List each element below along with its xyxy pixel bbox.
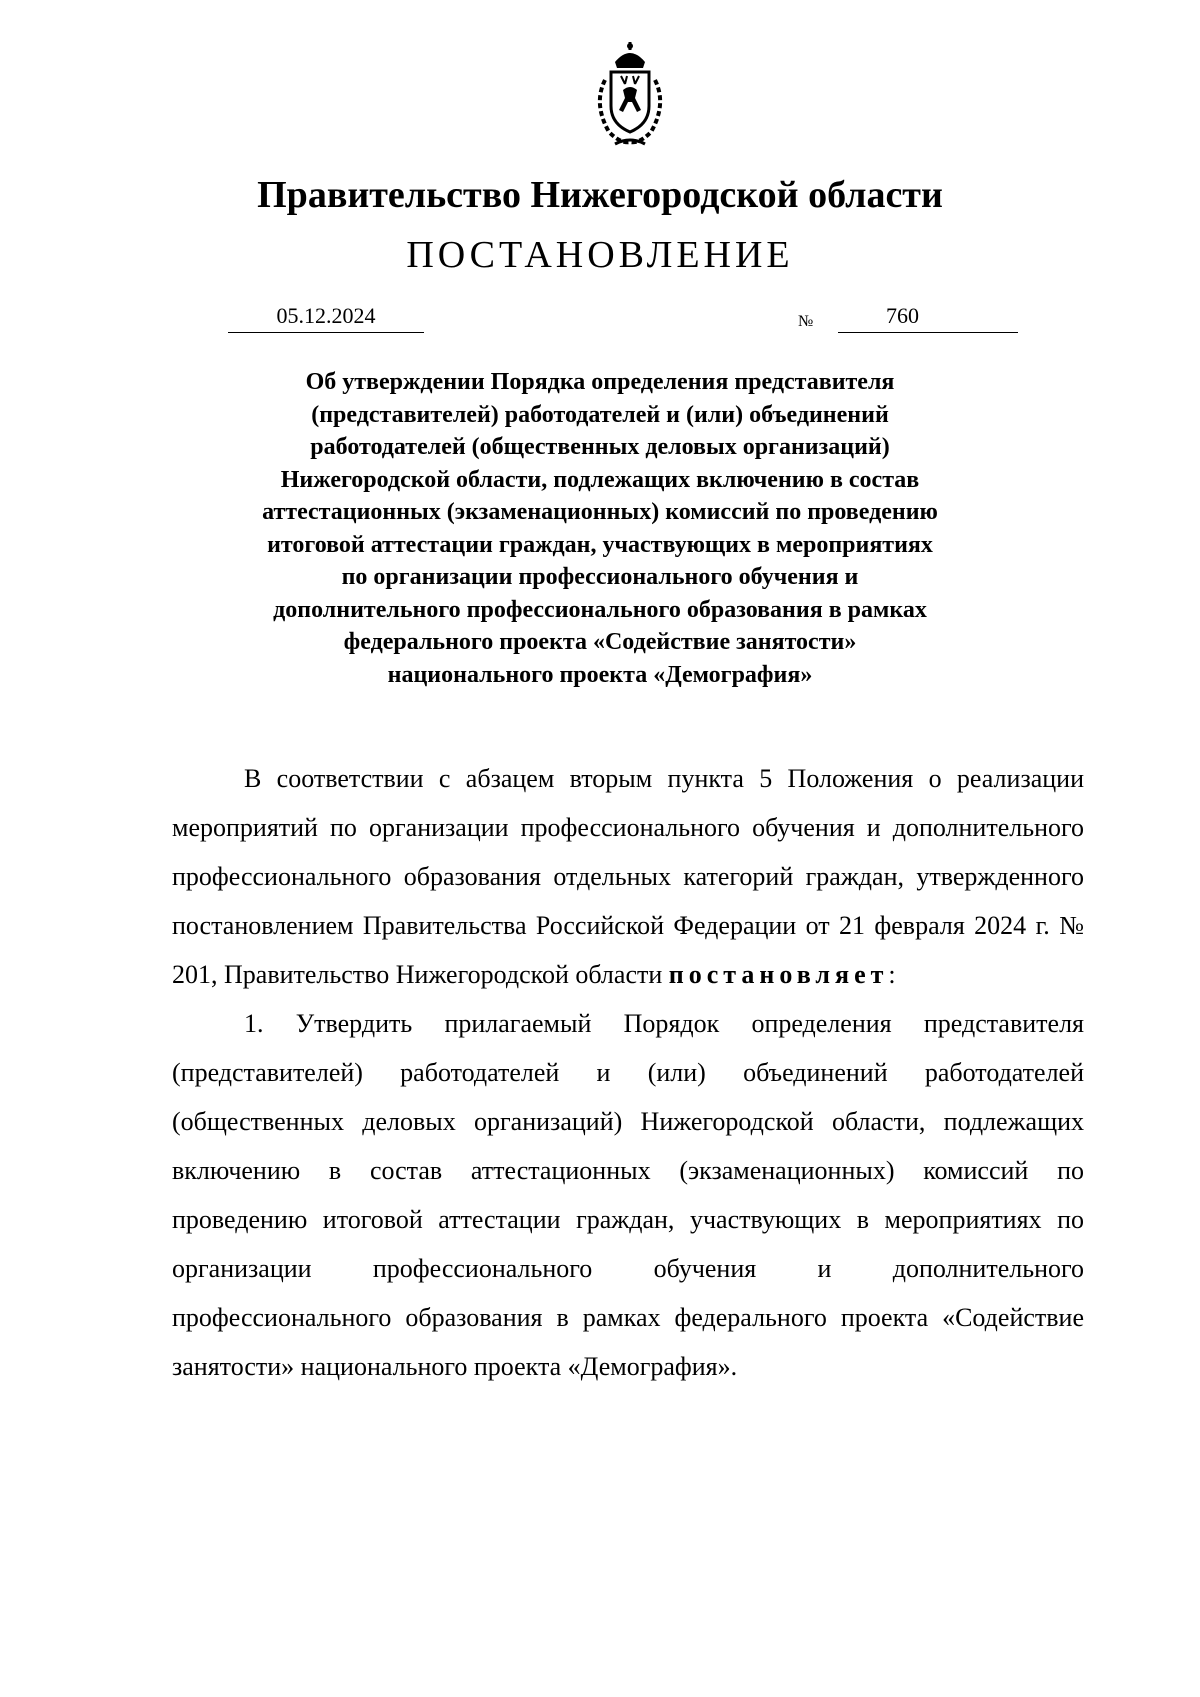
document-type: ПОСТАНОВЛЕНИЕ	[406, 234, 794, 276]
subject-line: национального проекта «Демография»	[387, 661, 813, 688]
resolves-word: постановляет	[668, 960, 889, 989]
subject-line: (представителей) работодателей и (или) объединений	[311, 401, 889, 428]
subject-line: Нижегородской области, подлежащих включению в состав	[280, 466, 920, 493]
subject-line: дополнительного профессионального образования в рамках	[273, 596, 927, 623]
coat-of-arms-icon	[575, 40, 685, 150]
document-number-line	[838, 302, 1018, 333]
preamble-paragraph	[172, 754, 1084, 999]
preamble-text: В соответствии с абзацем вторым пункта 5 Положения о реализации мероприятий по организации профессионального обучения и дополнительного профессионального образования отдельных категорий граждан, утвержденного постановлением Правительства Российской Федерации от 21 февраля 2024 г. № 201, Правительство Нижегородской области	[172, 764, 1084, 989]
subject-line: по организации профессионального обучения и	[341, 564, 859, 590]
resolves-colon: :	[888, 960, 896, 989]
subject-line: итоговой аттестации граждан, участвующих в мероприятиях	[267, 531, 933, 558]
number-sign: №	[798, 313, 814, 330]
subject-line: работодателей (общественных деловых организаций)	[310, 434, 890, 460]
document-body	[172, 754, 1084, 1391]
document-subject	[200, 366, 1000, 691]
government-title: Правительство Нижегородской области	[257, 174, 943, 216]
subject-line: Об утверждении Порядка определения представителя	[305, 369, 895, 395]
subject-line: федерального проекта «Содействие занятости»	[343, 629, 857, 655]
item-1-paragraph: 1. Утвердить прилагаемый Порядок определения представителя (представителей) работодателей и (или) объединений работодателей (общественных деловых организаций) Нижегородской области, подлежащих включению в состав аттестационных (экзаменационных) комиссий по проведению итоговой аттестации граждан, участвующих в мероприятиях по организации профессионального обучения и дополнительного профессионального образования в рамках федерального проекта «Содействие занятости» национального проекта «Демография».	[172, 1009, 1084, 1381]
subject-line: аттестационных (экзаменационных) комиссий по проведению	[262, 499, 938, 525]
document-date: 05.12.2024	[228, 302, 424, 333]
document-number: 760	[886, 303, 919, 328]
